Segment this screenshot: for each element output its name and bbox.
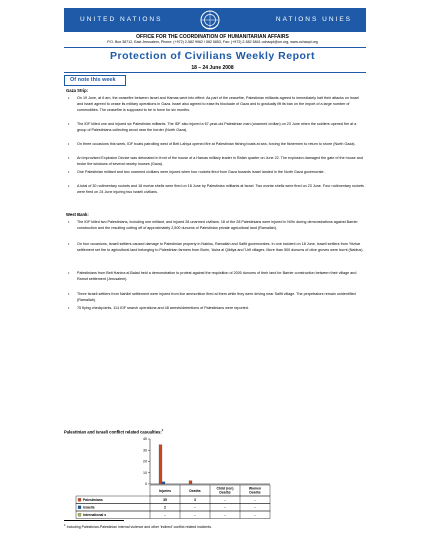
bar-palestinians-1 [189,481,192,484]
westbank-bullet-4: • Three Israeli settlers from Nahliel settlement were injured from live ammunition fired at them while they were driving near Salfit village. The perpetrators remain unidentified (Ramallah). [68,292,356,302]
gaza-bullet-5: • One Palestinian militant and two unarmed civilians were injured when four rockets fired from Gaza towards Israel landed in the North Gaza governorate. [68,170,325,174]
data-label: - [194,505,196,510]
gaza-bullet-1: • On 19 June, at 6 am, the ceasefire between Israel and Hamas went into effect. As part of the ceasefire, Palestinian militants agreed to immediately halt their attacks on Israel and Israel agreed to cease its military operations in Gaza. Israel also agreed to ease its blockade of Gaza and to gradually lift its ban on the import of a large number of commodities. The ceasefire is supposed to be in force for six months. [68,96,359,112]
data-label: 35 [163,498,167,502]
legend-label: Palestinians [83,498,103,502]
header-divider [64,47,366,48]
y-tick-label: 40 [143,437,147,442]
banner-right-text: NATIONS UNIES [275,16,352,23]
report-title: Protection of Civilians Weekly Report [109,50,315,62]
gaza-bullet-6: • A total of 30 rudimentary rockets and 18 mortar shells were fired on 18 June by Palestinian militants at Israel. Two mortar shells were fired on 23 June. Four rudimentary rockets were fired on 24 June injuring two Israeli civilians. [68,184,364,194]
legend-swatch [78,506,81,509]
data-label: - [164,513,166,517]
category-label: Deaths [249,490,261,495]
legend-label: Israelis [83,505,95,510]
footnote: $^1$ Including Palestinian-Palestinian internal violence and other 'indirect' conflict related incidents. [64,523,212,530]
data-label: - [254,498,256,502]
office-name: OFFICE FOR THE COORDINATION OF HUMANITARIAN AFFAIRS [136,34,289,40]
westbank-bullet-5: • 75 flying checkpoints, 114 IDF search operations and 48 arrests/detentions of Palestinians were reported. [68,306,249,310]
data-label: - [224,498,226,502]
y-tick-label: 10 [143,470,147,475]
data-label: 2 [164,505,166,510]
gaza-bullet-3: • On three occasions this week, IDF boats patrolling west of Beit Lahiya opened fire at Palestinian fishing boats at sea, forcing the fishermen to return to shore (North Gaza). [68,142,356,146]
westbank-heading: West Bank: [66,212,89,217]
casualties-chart [64,436,294,524]
un-emblem-icon [199,9,221,31]
category-label: Deaths [189,489,201,493]
gaza-bullet-2: • The IDF killed one and injured six Palestinian militants. The IDF also injured a 67-year-old Palestinian man (unarmed civilian) on 23 June when the soldiers opened fire at a group of Palestinians collecting wood near the border (North Gaza). [68,122,357,132]
legend-swatch [78,513,81,516]
legend-label: International s [83,513,107,517]
gaza-bullet-4: • An improvised Explosive Device was detonated in front of the house of a Hamas military leader in Rafah quarter on June 22. The explosion damaged the gate of the house and broke the windows of several nearby houses (Gaza). [68,156,363,166]
un-banner [64,8,366,32]
table-row [76,504,270,512]
westbank-bullet-3: • Palestinians from Beit Hanina al Balad held a demonstration to protest against the requisition of 2000 dunums of their land for Barrier construction between their village and Ramot settlement (Jerusalem). [68,271,357,281]
y-tick-label: 30 [143,448,147,453]
report-date: 18 – 24 June 2008 [191,65,234,71]
data-label: - [194,513,196,517]
bar-palestinians-0 [159,445,162,484]
gaza-heading: Gaza Strip: [66,88,89,93]
footnote-divider [64,520,124,521]
y-tick-label: 0 [145,482,147,487]
westbank-bullet-1: • The IDF killed two Palestinians, including one militant, and injured 28 unarmed civilians. 18 of the 28 Palestinians were injured in Ni'lin during demonstrations against Barrier construction and the resulting cutting off of approximately 2,500 dunums of Palestinian private agricultural land (Ramallah). [68,220,358,230]
banner-left-text: UNITED NATIONS [80,16,163,23]
category-label: Women [248,486,262,491]
category-label: Deaths [219,490,231,495]
data-label: - [224,513,226,517]
chart-title: Palestinian and Israeli conflict related casualties:$^1$ [64,428,164,435]
table-row [76,496,270,504]
title-divider [64,72,366,73]
office-address: P.O. Box 38712, East Jerusalem, Phone: (+972) 2-582 9962 / 582 5853, Fax: (+972) 2-582 5841 ochaopt@un.org, www.ochaopt.org [107,40,318,44]
data-label: 3 [194,498,196,502]
westbank-bullet-2: • On four occasions, Israeli settlers caused damage to Palestinian property in Nablus, Ramallah and Salfit governorates. In one incident on 18 June, Israeli settlers from Yitzhar settlement set fire to agricultural land belonging to Palestinian farmers from Burin, 'Asira al Qibliya and 'Urif villages. More than 500 dunums of olive groves were burnt (Nablus). [68,242,364,252]
legend-swatch [78,498,81,501]
data-label: - [254,513,256,517]
category-label: Injuries [158,489,172,493]
data-label: - [254,505,256,510]
data-label: - [224,505,226,510]
category-label: Child (ren) [216,486,234,491]
bar-israelis-0 [162,482,165,484]
section-title: Of note this week [70,77,116,83]
y-tick-label: 20 [143,459,147,464]
